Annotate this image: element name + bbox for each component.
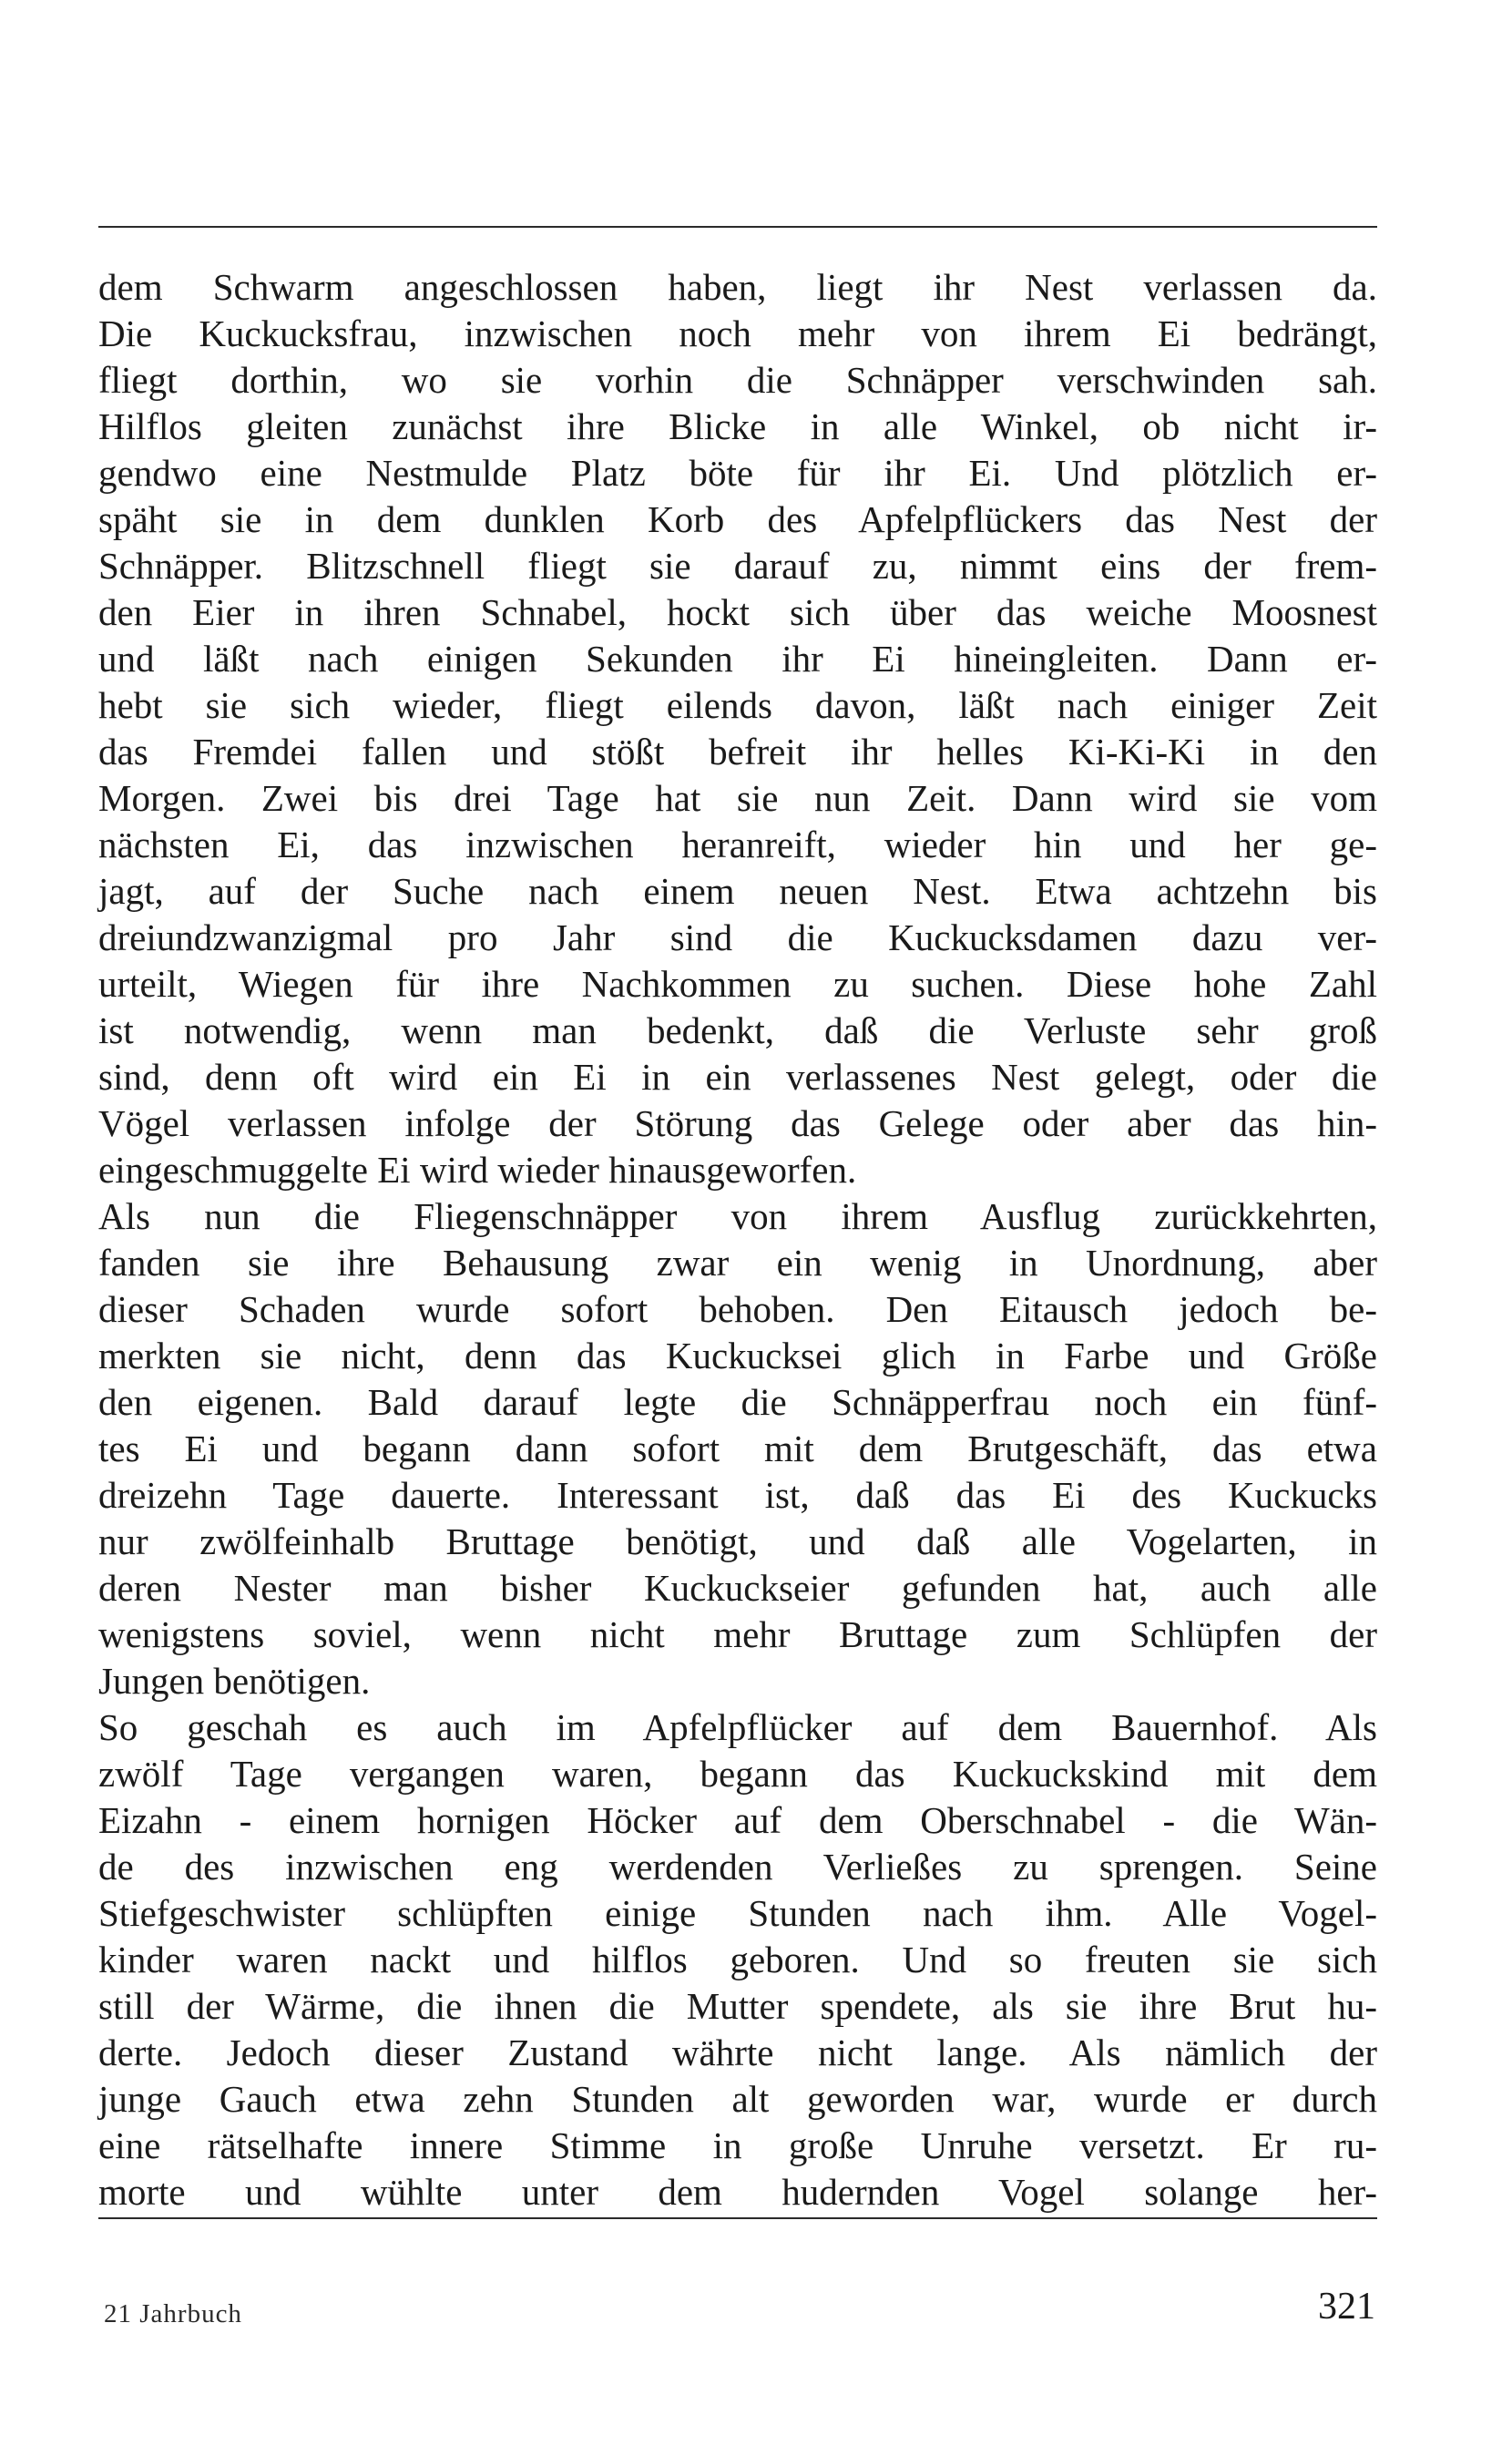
text-line: Die Kuckucksfrau, inzwischen noch mehr von ihrem Ei bedrängt, xyxy=(98,312,1377,354)
text-line: wenigstens soviel, wenn nicht mehr Bruttage zum Schlüpfen der xyxy=(98,1613,1377,1655)
text-line: morte und wühlte unter dem hudernden Vogel solange her- xyxy=(98,2171,1377,2213)
text-line: Eizahn - einem hornigen Höcker auf dem Oberschnabel - die Wän- xyxy=(98,1799,1377,1841)
text-line: Schnäpper. Blitzschnell fliegt sie darauf zu, nimmt eins der frem- xyxy=(98,545,1377,587)
text-line: jagt, auf der Suche nach einem neuen Nest. Etwa achtzehn bis xyxy=(98,870,1377,912)
text-line: nächsten Ei, das inzwischen heranreift, wieder hin und her ge- xyxy=(98,824,1377,865)
text-line: gendwo eine Nestmulde Platz böte für ihr Ei. Und plötzlich er- xyxy=(98,452,1377,494)
text-line: merkten sie nicht, denn das Kuckucksei glich in Farbe und Größe xyxy=(98,1335,1377,1376)
text-line: Jungen benötigen. xyxy=(98,1660,371,1702)
text-line: Vögel verlassen infolge der Störung das Gelege oder aber das hin- xyxy=(98,1102,1377,1144)
text-line: Als nun die Fliegenschnäpper von ihrem Ausflug zurückkehrten, xyxy=(98,1195,1377,1237)
text-line: urteilt, Wiegen für ihre Nachkommen zu suchen. Diese hohe Zahl xyxy=(98,963,1377,1005)
text-line: den Eier in ihren Schnabel, hockt sich über das weiche Moosnest xyxy=(98,591,1377,633)
text-line: de des inzwischen eng werdenden Verließes zu sprengen. Seine xyxy=(98,1846,1377,1888)
text-line: fliegt dorthin, wo sie vorhin die Schnäpper verschwinden sah. xyxy=(98,359,1377,401)
text-line: späht sie in dem dunklen Korb des Apfelpflückers das Nest der xyxy=(98,498,1377,540)
text-line: und läßt nach einigen Sekunden ihr Ei hineingleiten. Dann er- xyxy=(98,638,1377,680)
text-line: dem Schwarm angeschlossen haben, liegt ihr Nest verlassen da. xyxy=(98,266,1377,308)
text-line: eine rätselhafte innere Stimme in große Unruhe versetzt. Er ru- xyxy=(98,2124,1377,2166)
text-line: deren Nester man bisher Kuckuckseier gefunden hat, auch alle xyxy=(98,1567,1377,1609)
text-line: zwölf Tage vergangen waren, begann das Kuckuckskind mit dem xyxy=(98,1753,1377,1795)
text-line: So geschah es auch im Apfelpflücker auf dem Bauernhof. Als xyxy=(98,1706,1377,1748)
text-line: Hilflos gleiten zunächst ihre Blicke in alle Winkel, ob nicht ir- xyxy=(98,405,1377,447)
page-number: 321 xyxy=(1318,2286,1375,2328)
footer-signature: 21 Jahrbuch xyxy=(104,2299,242,2328)
text-line: Stiefgeschwister schlüpften einige Stunden nach ihm. Alle Vogel- xyxy=(98,1892,1377,1934)
text-line: Morgen. Zwei bis drei Tage hat sie nun Zeit. Dann wird sie vom xyxy=(98,777,1377,819)
text-line: dreizehn Tage dauerte. Interessant ist, daß das Ei des Kuckucks xyxy=(98,1474,1377,1516)
text-line: den eigenen. Bald darauf legte die Schnäpperfrau noch ein fünf- xyxy=(98,1381,1377,1423)
text-line: kinder waren nackt und hilflos geboren. Und so freuten sie sich xyxy=(98,1939,1377,1980)
bottom-rule xyxy=(98,2217,1377,2219)
text-line: derte. Jedoch dieser Zustand währte nicht lange. Als nämlich der xyxy=(98,2031,1377,2073)
text-line: still der Wärme, die ihnen die Mutter spendete, als sie ihre Brut hu- xyxy=(98,1985,1377,2027)
text-line: junge Gauch etwa zehn Stunden alt geworden war, wurde er durch xyxy=(98,2078,1377,2120)
text-line: dreiundzwanzigmal pro Jahr sind die Kuckucksdamen dazu ver- xyxy=(98,916,1377,958)
text-line: dieser Schaden wurde sofort behoben. Den Eitausch jedoch be- xyxy=(98,1288,1377,1330)
top-rule xyxy=(98,226,1377,228)
text-line: hebt sie sich wieder, fliegt eilends davon, läßt nach einiger Zeit xyxy=(98,684,1377,726)
text-line: sind, denn oft wird ein Ei in ein verlassenes Nest gelegt, oder die xyxy=(98,1056,1377,1098)
text-line: das Fremdei fallen und stößt befreit ihr helles Ki-Ki-Ki in den xyxy=(98,731,1377,773)
text-line: tes Ei und begann dann sofort mit dem Brutgeschäft, das etwa xyxy=(98,1428,1377,1469)
text-line: fanden sie ihre Behausung zwar ein wenig in Unordnung, aber xyxy=(98,1242,1377,1284)
body-text xyxy=(98,264,1377,2216)
text-line: ist notwendig, wenn man bedenkt, daß die Verluste sehr groß xyxy=(98,1009,1377,1051)
text-line: nur zwölfeinhalb Bruttage benötigt, und daß alle Vogelarten, in xyxy=(98,1520,1377,1562)
text-line: eingeschmuggelte Ei wird wieder hinausgeworfen. xyxy=(98,1149,857,1191)
